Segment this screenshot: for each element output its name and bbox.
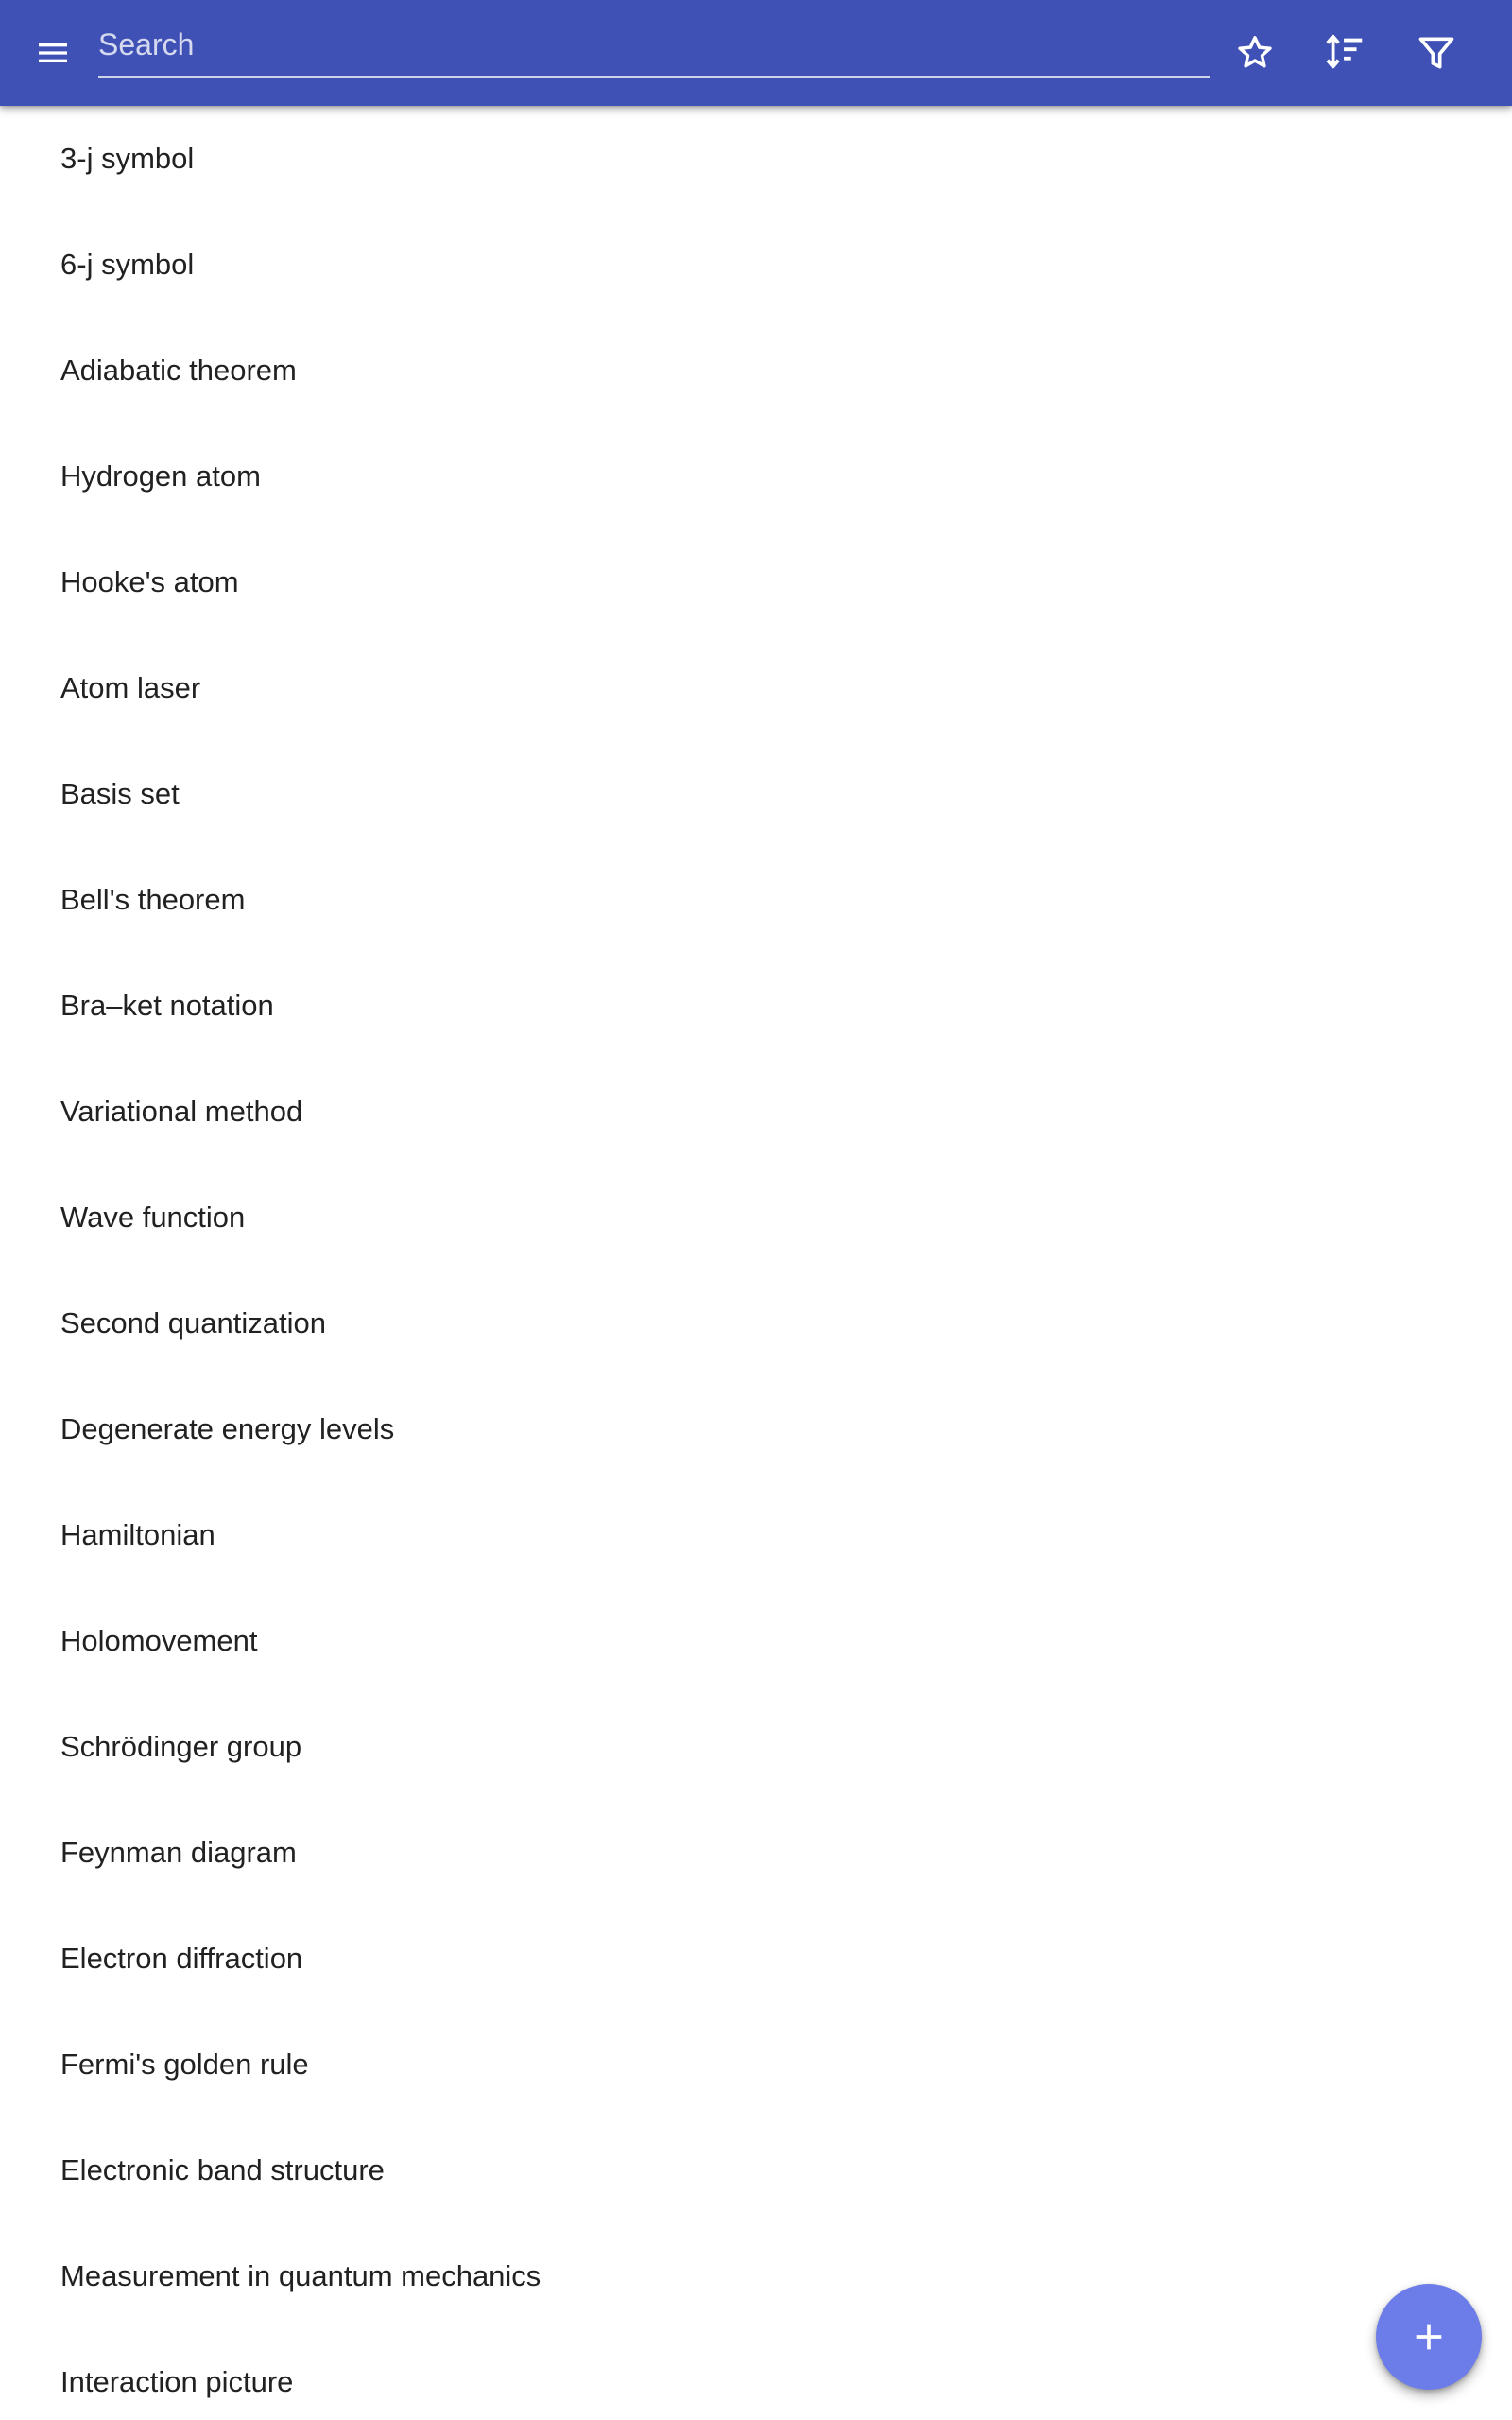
menu-button[interactable] — [19, 15, 87, 91]
list-item[interactable] — [0, 1800, 1512, 1906]
filter-button[interactable] — [1399, 15, 1474, 91]
hamburger-menu-icon — [34, 34, 72, 72]
filter-icon — [1416, 32, 1457, 74]
topic-list — [0, 106, 1512, 2420]
list-item[interactable] — [0, 424, 1512, 529]
list-item[interactable] — [0, 1906, 1512, 2012]
sort-button[interactable] — [1308, 15, 1383, 91]
add-button[interactable] — [1376, 2284, 1482, 2390]
list-item-label: Hooke's atom — [60, 565, 239, 598]
list-item-label: Bell's theorem — [60, 883, 246, 916]
list-item-label: Atom laser — [60, 671, 201, 704]
list-item[interactable] — [0, 741, 1512, 847]
app-bar — [0, 0, 1512, 106]
list-item[interactable] — [0, 1376, 1512, 1482]
favorites-button[interactable] — [1217, 15, 1293, 91]
list-item[interactable] — [0, 1165, 1512, 1270]
list-item[interactable] — [0, 1482, 1512, 1588]
list-item[interactable] — [0, 847, 1512, 953]
list-item-label: Adiabatic theorem — [60, 354, 297, 387]
list-item-label: Bra–ket notation — [60, 989, 274, 1022]
list-item[interactable] — [0, 1059, 1512, 1165]
list-item[interactable] — [0, 1270, 1512, 1376]
list-item[interactable] — [0, 953, 1512, 1059]
search-field-container — [98, 17, 1210, 78]
list-item-label: Hydrogen atom — [60, 459, 261, 493]
list-item-label: Second quantization — [60, 1306, 326, 1340]
plus-icon — [1410, 2318, 1448, 2356]
sort-icon — [1324, 31, 1367, 75]
list-item[interactable] — [0, 529, 1512, 635]
list-item-label: Basis set — [60, 777, 180, 810]
list-item-label: Electronic band structure — [60, 2153, 385, 2187]
list-item-label: Degenerate energy levels — [60, 1412, 395, 1445]
list-item[interactable] — [0, 2223, 1512, 2329]
star-outline-icon — [1234, 32, 1276, 74]
list-item-label: Fermi's golden rule — [60, 2048, 309, 2081]
list-item[interactable] — [0, 1588, 1512, 1694]
list-item-label: Interaction picture — [60, 2365, 294, 2398]
list-item-label: Variational method — [60, 1095, 303, 1128]
list-item-label: Feynman diagram — [60, 1836, 297, 1869]
list-item[interactable] — [0, 318, 1512, 424]
list-item[interactable] — [0, 2329, 1512, 2420]
search-input[interactable] — [98, 17, 1210, 72]
list-item-label: 6-j symbol — [60, 248, 195, 281]
list-item[interactable] — [0, 1694, 1512, 1800]
list-item-label: Holomovement — [60, 1624, 258, 1657]
list-item[interactable] — [0, 212, 1512, 318]
list-item-label: Schrödinger group — [60, 1730, 302, 1763]
list-item-label: Hamiltonian — [60, 1518, 215, 1551]
list-item-label: Measurement in quantum mechanics — [60, 2259, 541, 2292]
list-item-label: Electron diffraction — [60, 1942, 303, 1975]
list-item[interactable] — [0, 106, 1512, 212]
list-item[interactable] — [0, 2012, 1512, 2118]
list-item[interactable] — [0, 2118, 1512, 2223]
list-item-label: 3-j symbol — [60, 142, 195, 175]
list-item-label: Wave function — [60, 1201, 246, 1234]
list-item[interactable] — [0, 635, 1512, 741]
